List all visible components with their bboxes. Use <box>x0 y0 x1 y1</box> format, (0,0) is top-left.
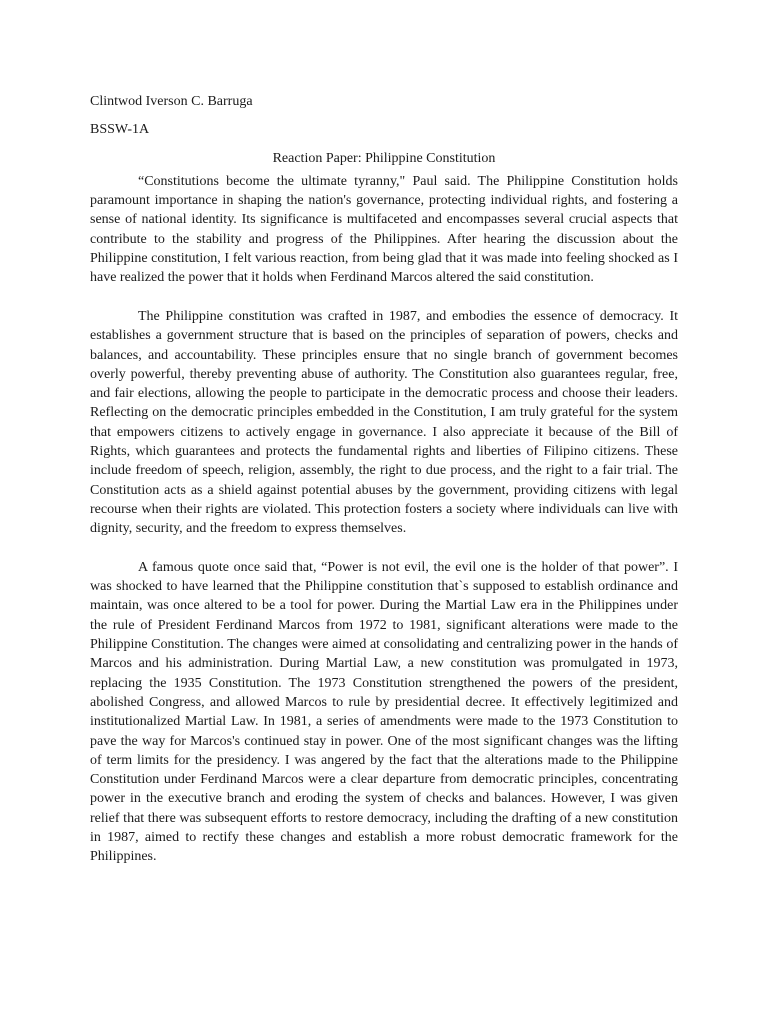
paragraph-intro: “Constitutions become the ultimate tyranny," Paul said. The Philippine Constitution holds paramount importance in shaping the nation's governance, protecting individual rights, and fostering a sense of national identity. Its significance is multifaceted and encompasses several crucial aspects that contribute to the stability and progress of the Philippines. After hearing the discussion about the Philippine constitution, I felt various reaction, from being glad that it was made into feeling shocked as I have realized the power that it holds when Ferdinand Marcos altered the said constitution. <box>90 173 678 286</box>
paragraph-democracy: The Philippine constitution was crafted in 1987, and embodies the essence of democracy. It establishes a government structure that is based on the principles of separation of powers, checks and balances, and accountability. These principles ensure that no single branch of government becomes overly powerful, thereby preventing abuse of authority. The Constitution also guarantees regular, free, and fair elections, allowing the people to participate in the democratic process and choose their leaders. Reflecting on the democratic principles embedded in the Constitution, I am truly grateful for the system that empowers citizens to actively engage in governance. I also appreciate it because of the Bill of Rights, which guarantees and protects the fundamental rights and liberties of Filipino citizens. These include freedom of speech, religion, assembly, the right to due process, and the right to a fair trial. The Constitution acts as a shield against potential abuses by the government, providing citizens with legal recourse when their rights are violated. This protection fosters a society where individuals can live with dignity, security, and the freedom to express themselves. <box>90 308 678 537</box>
paragraph-martial-law: A famous quote once said that, “Power is not evil, the evil one is the holder of that power”. I was shocked to have learned that the Philippine constitution that`s supposed to establish ordinance and maintain, was once altered to be a tool for power. During the Martial Law era in the Philippines under the rule of President Ferdinand Marcos from 1972 to 1981, significant alterations were made to the Philippine Constitution. The changes were aimed at consolidating and centralizing power in the hands of Marcos and his administration. During Martial Law, a new constitution was promulgated in 1973, replacing the 1935 Constitution. The 1973 Constitution strengthened the powers of the president, abolished Congress, and allowed Marcos to rule by presidential decree. It effectively legitimized and institutionalized Martial Law. In 1981, a series of amendments were made to the 1973 Constitution to pave the way for Marcos's continued stay in power. One of the most significant changes was the lifting of term limits for the presidency. I was angered by the fact that the alterations made to the Philippine Constitution under Ferdinand Marcos were a clear departure from democratic principles, concentrating power in the executive branch and eroding the system of checks and balances. However, I was given relief that there was subsequent efforts to restore democracy, including the drafting of a new constitution in 1987, aimed to rectify these changes and establish a more robust democratic framework for the Philippines. <box>90 559 678 865</box>
author-name: Clintwod Iverson C. Barruga <box>90 94 253 109</box>
course-section: BSSW-1A <box>90 122 150 138</box>
paper-title: Reaction Paper: Philippine Constitution <box>272 150 496 166</box>
